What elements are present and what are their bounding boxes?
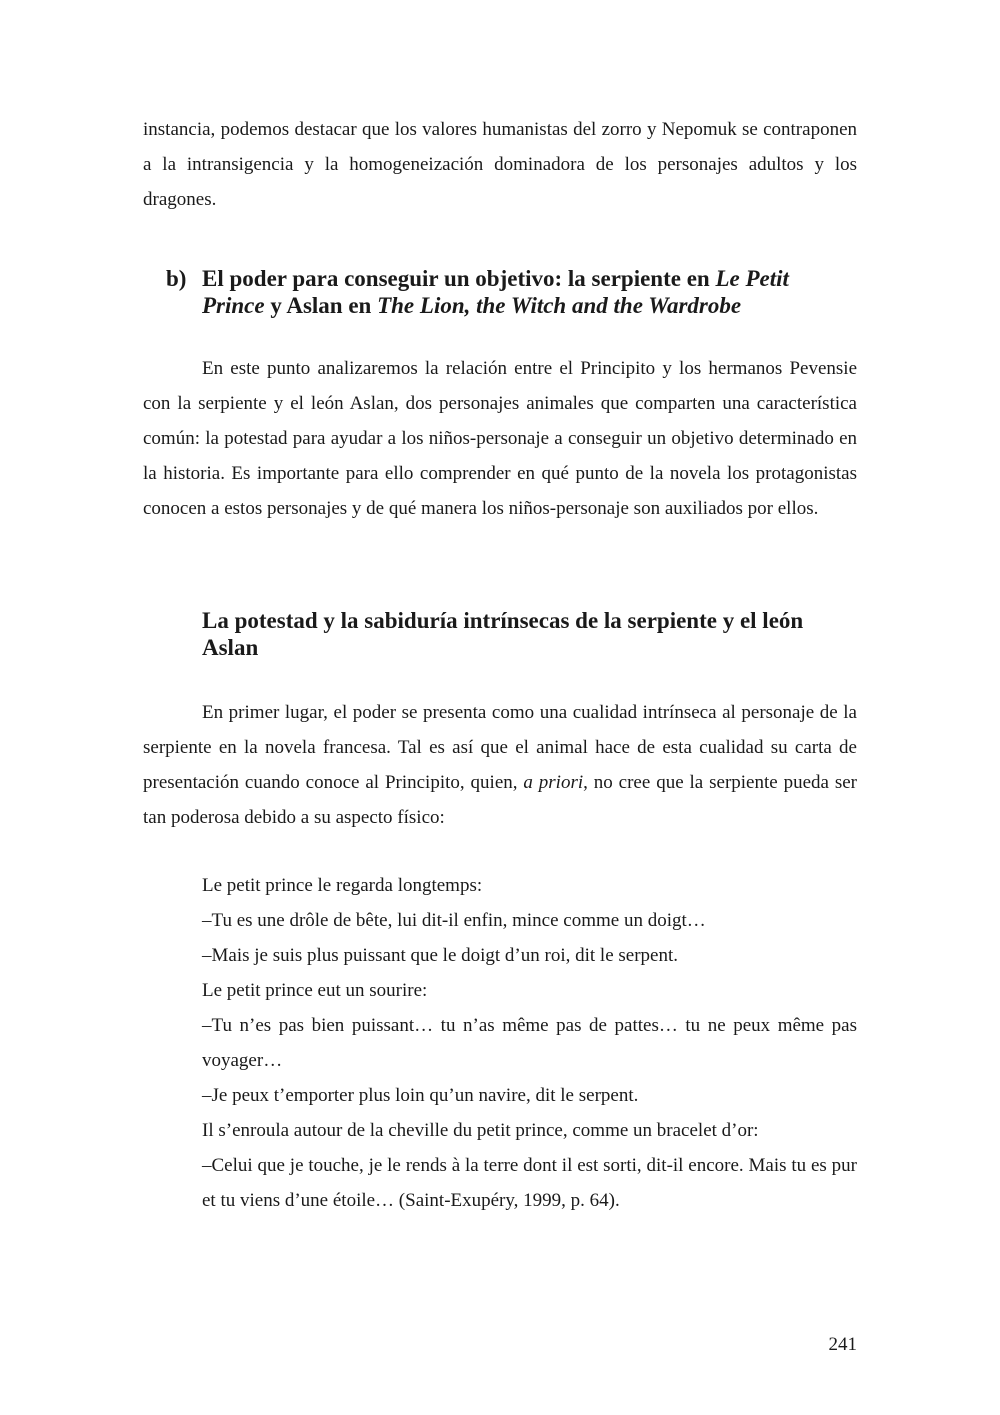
quote-line: –Tu n’es pas bien puissant… tu n’as même pas de pattes… tu ne peux même pas voyager…	[202, 1015, 857, 1071]
subsection-heading: La potestad y la sabiduría intrínsecas de la serpiente y el león Aslan	[202, 608, 804, 660]
block-quote	[202, 868, 857, 1218]
section-heading	[166, 265, 842, 319]
page-number: 241	[828, 1334, 857, 1355]
paragraph-first-text-before: En primer lugar, el poder se presenta como una cualidad intrínseca al personaje de la serpiente en la novela francesa. Tal es así que el animal hace de esta cualidad su carta de presentación cuando conoce al Principito, quien,	[143, 702, 857, 793]
paragraph-first	[143, 695, 857, 835]
section-heading-text-2: y Aslan en	[264, 293, 378, 318]
section-marker: b)	[166, 266, 187, 291]
paragraph-continuation: instancia, podemos destacar que los valores humanistas del zorro y Nepomuk se contraponen a la intransigencia y la homogeneización dominadora de los personajes adultos y los dragones.	[143, 119, 857, 210]
paragraph-first-italic: a priori	[523, 772, 584, 793]
paragraph-first-text-after: , no cree que la serpiente pueda ser tan poderosa debido a su aspecto físico:	[143, 772, 857, 828]
quote-line: –Je peux t’emporter plus loin qu’un navire, dit le serpent.	[202, 1085, 639, 1106]
section-heading-title-le-petit-prince: Le Petit Prince	[202, 266, 789, 318]
paragraph-intro: En este punto analizaremos la relación entre el Principito y los hermanos Pevensie con la serpiente y el león Aslan, dos personajes animales que comparten una característica común: la potestad para ayudar a los niños-personaje a conseguir un objetivo determinado en la historia. Es importante para ello comprender en qué punto de la novela los protagonistas conocen a estos personajes y de qué manera los niños-personaje son auxiliados por ellos.	[143, 358, 857, 519]
quote-line: Le petit prince le regarda longtemps:	[202, 875, 483, 896]
quote-line: –Tu es une drôle de bête, lui dit-il enfin, mince comme un doigt…	[202, 910, 706, 931]
quote-line: –Celui que je touche, je le rends à la terre dont il est sorti, dit-il encore. Mais tu es pur et tu viens d’une étoile… (Saint-Exupéry, 1999, p. 64).	[202, 1155, 857, 1211]
quote-line: Le petit prince eut un sourire:	[202, 980, 428, 1001]
section-heading-text-1: El poder para conseguir un objetivo: la serpiente en	[202, 266, 716, 291]
quote-line: Il s’enroula autour de la cheville du petit prince, comme un bracelet d’or:	[202, 1120, 759, 1141]
section-heading-title-lion-witch-wardrobe: The Lion, the Witch and the Wardrobe	[377, 293, 742, 318]
quote-line: –Mais je suis plus puissant que le doigt d’un roi, dit le serpent.	[202, 945, 679, 966]
